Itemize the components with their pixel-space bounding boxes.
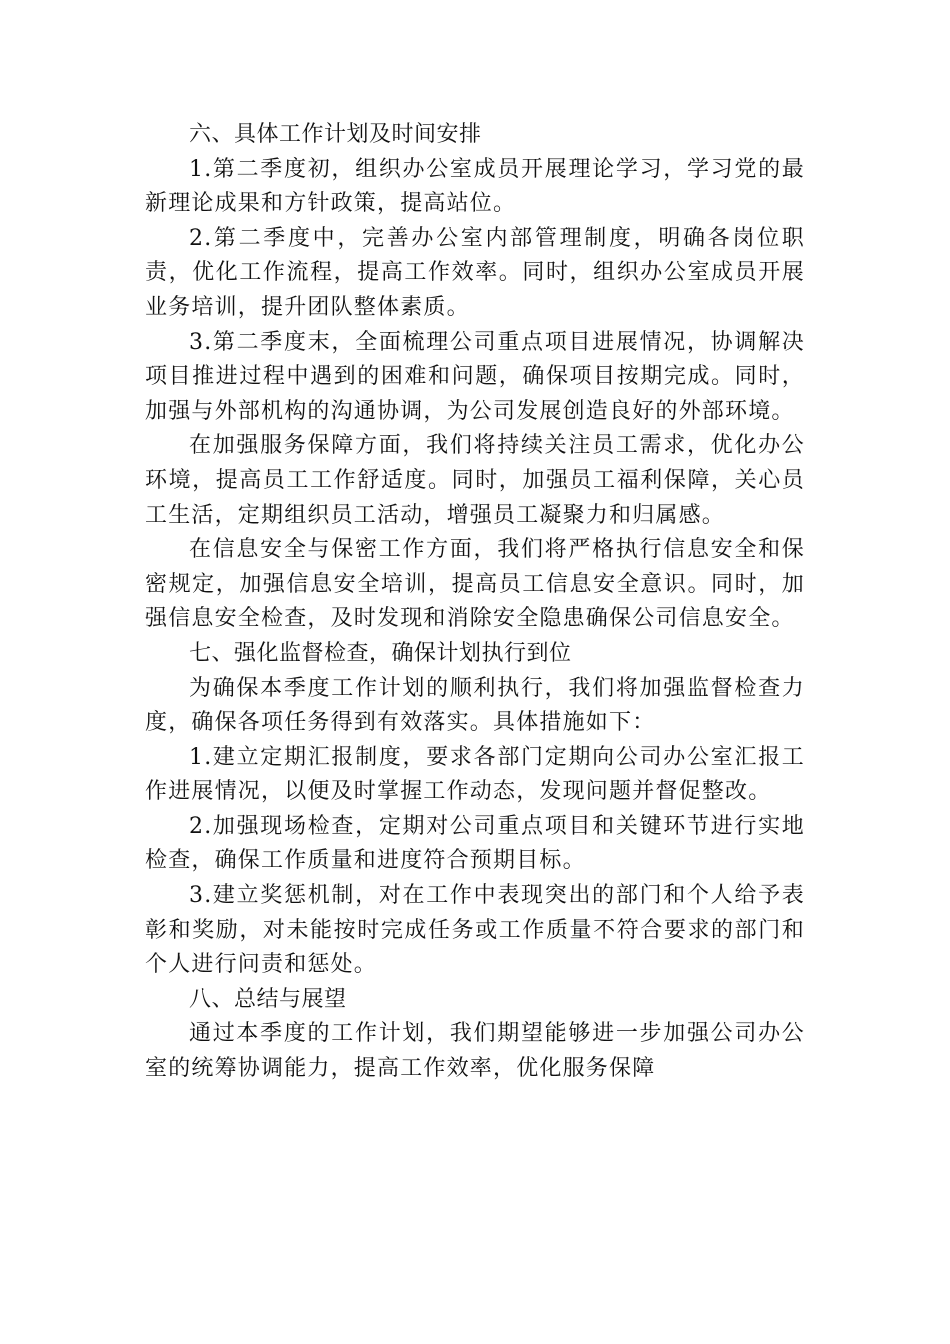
paragraph: 2.第二季度中，完善办公室内部管理制度，明确各岗位职责，优化工作流程，提高工作效率。同时，组织办公室成员开展业务培训，提升团队整体素质。: [145, 225, 805, 320]
section-7-heading: 七、强化监督检查，确保计划执行到位: [189, 640, 572, 666]
section-6-heading: 六、具体工作计划及时间安排: [189, 122, 482, 147]
paragraph: 在信息安全与保密工作方面，我们将严格执行信息安全和保密规定，加强信息安全培训，提高员工信息安全意识。同时，加强信息安全检查，及时发现和消除安全隐患确保公司信息安全。: [145, 537, 805, 632]
paragraph: 1.建立定期汇报制度，要求各部门定期向公司办公室汇报工作进展情况，以便及时掌握工作动态，发现问题并督促整改。: [145, 744, 805, 805]
section-8-heading: 八、总结与展望: [189, 986, 347, 1012]
paragraph: 3.第二季度末，全面梳理公司重点项目进展情况，协调解决项目推进过程中遇到的困难和问题，确保项目按期完成。同时，加强与外部机构的沟通协调，为公司发展创造良好的外部环境。: [145, 329, 805, 424]
paragraph: 1.第二季度初，组织办公室成员开展理论学习，学习党的最新理论成果和方针政策，提高站位。: [145, 156, 805, 217]
paragraph: 3.建立奖惩机制，对在工作中表现突出的部门和个人给予表彰和奖励，对未能按时完成任务或工作质量不符合要求的部门和个人进行问责和惩处。: [145, 883, 805, 978]
paragraph: 2.加强现场检查，定期对公司重点项目和关键环节进行实地检查，确保工作质量和进度符合预期目标。: [145, 813, 805, 874]
paragraph: 在加强服务保障方面，我们将持续关注员工需求，优化办公环境，提高员工工作舒适度。同时，加强员工福利保障，关心员工生活，定期组织员工活动，增强员工凝聚力和归属感。: [145, 433, 805, 528]
paragraph: 为确保本季度工作计划的顺利执行，我们将加强监督检查力度，确保各项任务得到有效落实。具体措施如下：: [145, 675, 805, 736]
paragraph: 通过本季度的工作计划，我们期望能够进一步加强公司办公室的统筹协调能力，提高工作效率，优化服务保障: [145, 1021, 805, 1082]
document-page: [145, 118, 805, 1087]
